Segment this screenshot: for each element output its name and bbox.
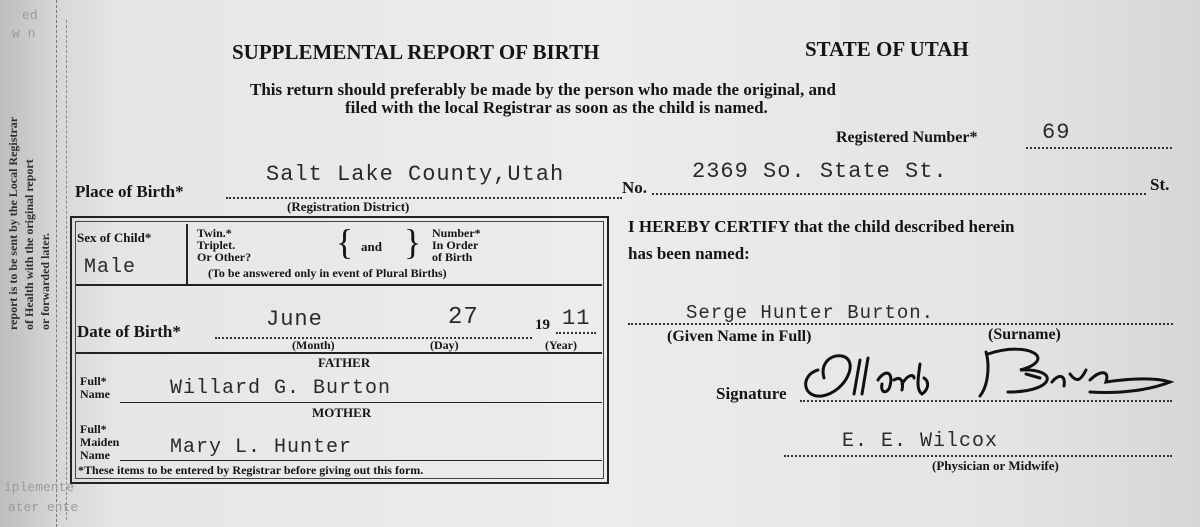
margin-text: of Health with the original report — [22, 159, 36, 330]
registered-number-line — [1026, 147, 1172, 149]
footnote: *These items to be entered by Registrar before giving out this form. — [78, 463, 424, 477]
st-label: St. — [1150, 175, 1170, 194]
month-value: June — [266, 307, 323, 332]
state-title: STATE OF UTAH — [805, 37, 969, 61]
year-value: 11 — [562, 306, 591, 331]
no-label: No. — [622, 178, 648, 197]
day-caption: (Day) — [430, 338, 459, 352]
and-label: and — [361, 239, 382, 254]
month-caption: (Month) — [292, 338, 335, 352]
margin-text: report is to be sent by the Local Registrar — [6, 116, 20, 330]
address-line — [652, 193, 1146, 195]
father-name-line — [120, 402, 602, 403]
year-prefix: 19 — [535, 317, 550, 333]
year-line — [556, 332, 596, 334]
place-of-birth-label: Place of Birth* — [75, 182, 184, 201]
sex-value: Male — [84, 256, 137, 279]
edge-ghost-text: iplemente — [4, 480, 75, 495]
father-heading: FATHER — [318, 355, 371, 370]
date-line — [215, 337, 532, 339]
certify-line: I HEREBY CERTIFY that the child described herein — [628, 217, 1015, 236]
sex-of-child-label: Sex of Child* — [77, 230, 152, 245]
plural-births-note: (To be answered only in event of Plural Births) — [208, 266, 447, 280]
year-caption: (Year) — [545, 338, 577, 352]
place-of-birth-line — [226, 197, 622, 199]
margin-text: or forwarded later. — [38, 233, 52, 330]
signature-label: Signature — [716, 384, 787, 403]
brace-left: { — [336, 222, 354, 262]
child-name-line — [628, 323, 1173, 325]
birth-order-labels: Number* In Order of Birth — [432, 226, 481, 264]
physician-line — [784, 455, 1172, 457]
registered-number-value: 69 — [1042, 120, 1071, 145]
registration-district-caption: (Registration District) — [287, 199, 410, 214]
child-name-value: Serge Hunter Burton. — [686, 302, 935, 324]
father-full-name-label: Full* Name — [80, 374, 110, 401]
mother-maiden-name-label: Full* Maiden Name — [80, 422, 120, 462]
edge-ghost-text: ater ente — [8, 500, 79, 515]
edge-ghost-text: w n — [12, 26, 36, 41]
row-divider — [76, 352, 602, 354]
form-title: SUPPLEMENTAL REPORT OF BIRTH — [232, 40, 600, 64]
sex-divider — [186, 224, 188, 284]
father-name-value: Willard G. Burton — [170, 377, 392, 400]
given-name-caption: (Given Name in Full) — [667, 328, 812, 345]
day-value: 27 — [448, 304, 479, 331]
certify-line: has been named: — [628, 244, 750, 263]
physician-value: E. E. Wilcox — [842, 430, 999, 453]
surname-caption: (Surname) — [988, 326, 1061, 343]
margin-fold-line — [56, 0, 57, 527]
place-of-birth-value: Salt Lake County,Utah — [266, 162, 565, 187]
date-of-birth-label: Date of Birth* — [77, 322, 181, 341]
brace-right: } — [404, 222, 422, 262]
registered-number-label: Registered Number* — [836, 129, 978, 146]
margin-fold-line — [66, 20, 67, 520]
row-divider — [76, 284, 602, 286]
instructions-line: This return should preferably be made by the person who made the original, and — [250, 80, 836, 99]
physician-caption: (Physician or Midwife) — [932, 458, 1059, 473]
mother-name-value: Mary L. Hunter — [170, 436, 353, 459]
mother-heading: MOTHER — [312, 405, 372, 420]
instructions-line: filed with the local Registrar as soon as the child is named. — [345, 98, 768, 117]
address-value: 2369 So. State St. — [692, 159, 948, 184]
mother-name-line — [120, 460, 602, 461]
signature-handwriting — [790, 330, 1180, 410]
plural-type-labels: Twin.* Triplet. Or Other? — [197, 226, 252, 264]
edge-ghost-text: ed — [22, 8, 38, 23]
